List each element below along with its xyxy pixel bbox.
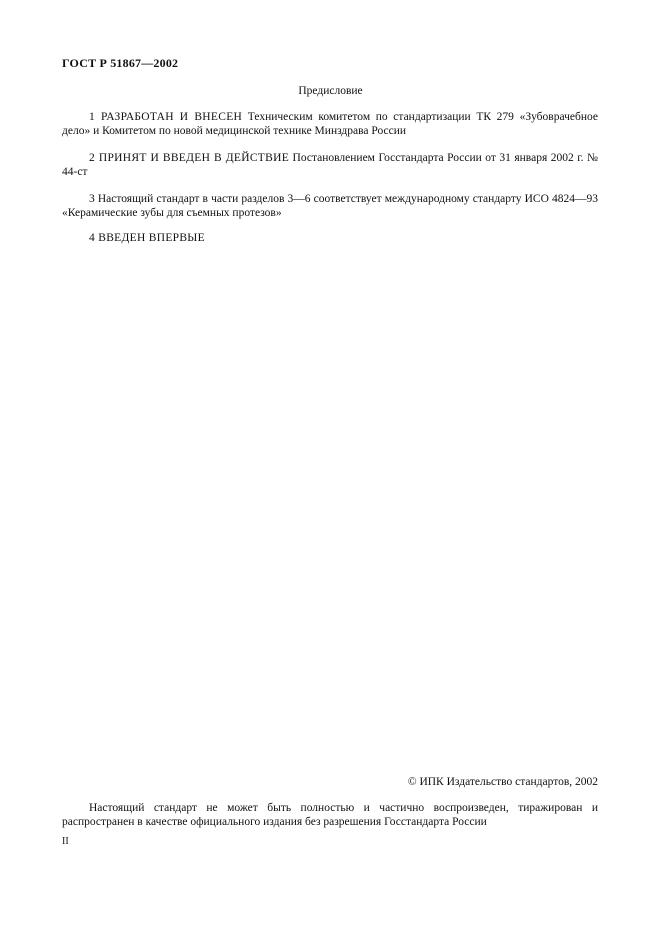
foreword-title: Предисловие — [298, 85, 363, 97]
foreword-item-1 — [62, 110, 598, 138]
foreword-item-3-lead: 3 — [89, 193, 95, 205]
document-code-header: ГОСТ Р 51867—2002 — [62, 56, 179, 70]
foreword-item-1-text: Техническим комитетом по стандартизации ТК 279 «Зубоврачебное дело» и Комитетом по новой медицинской технике Минздрава России — [62, 111, 598, 137]
foreword-item-2-lead: 2 ПРИНЯТ И ВВЕДЕН В ДЕЙСТВИЕ — [89, 152, 290, 164]
foreword-item-2-text: Постановлением Госстандарта России от 31 января 2002 г. № 44-ст — [62, 152, 598, 178]
foreword-item-1-lead: 1 РАЗРАБОТАН И ВНЕСЕН — [89, 111, 243, 123]
foreword-item-4-lead: 4 ВВЕДЕН ВПЕРВЫЕ — [89, 232, 205, 244]
copyright-line: © ИПК Издательство стандартов, 2002 — [407, 776, 598, 788]
foreword-item-3 — [62, 192, 598, 220]
foreword-item-3-text: Настоящий стандарт в части разделов 3—6 соответствует международному стандарту ИСО 4824—93 «Керамические зубы для съемных протезов» — [62, 193, 598, 219]
page-number: II — [62, 836, 69, 847]
foreword-item-4 — [62, 231, 598, 245]
reproduction-notice: Настоящий стандарт не может быть полностью и частично воспроизведен, тиражирован и распространен в качестве официального издания без разрешения Госстандарта России — [62, 802, 598, 828]
foreword-item-2 — [62, 151, 598, 179]
